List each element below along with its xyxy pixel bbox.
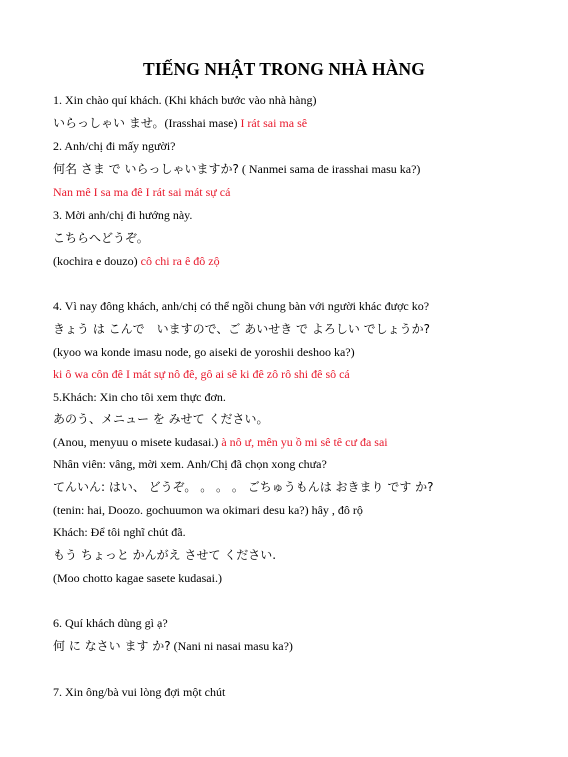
text-line: (Anou, menyuu o misete kudasai.) à nô ư, mên yu ồ mi sê tê cư đa sai xyxy=(53,435,388,449)
text-line: 何名 さま で いらっしゃいますか? ( Nanmei sama de irasshai masu ka?) xyxy=(53,162,421,176)
text-line: (kochira e douzo) cô chi ra ê đô zộ xyxy=(53,254,220,268)
text-line: きょう は こんで いますので、ご あいせき で よろしい でしょうか? xyxy=(53,322,431,336)
text-line: こちらへどうぞ。 xyxy=(53,231,149,245)
text-line: 4. Vì nay đông khách, anh/chị có thể ngồi chung bàn với người khác được ko? xyxy=(53,299,430,313)
text-line: (kyoo wa konde imasu node, go aiseki de yoroshii deshoo ka?) xyxy=(53,345,355,359)
text-line: ki ô wa côn đê I mát sự nô đê, gô ai sê ki đê zô rô shi đê sô cá xyxy=(53,367,350,381)
text-line: 1. Xin chào quí khách. (Khi khách bước vào nhà hàng) xyxy=(53,93,317,107)
text-line: Nan mê I sa ma đê I rát sai mát sự cá xyxy=(53,185,231,199)
text-line: あのう、メニュー を みせて ください。 xyxy=(53,412,269,426)
text-line: (Moo chotto kagae sasete kudasai.) xyxy=(53,571,222,585)
text-line: 何 に なさい ます か? (Nani ni nasai masu ka?) xyxy=(53,639,293,653)
text-line: 3. Mời anh/chị đi hướng này. xyxy=(53,208,193,222)
text-line: (tenin: hai, Doozo. gochuumon wa okimari desu ka?) hây , đô rộ xyxy=(53,503,363,517)
text-line: 2. Anh/chị đi mấy người? xyxy=(53,139,176,153)
text-line: 5.Khách: Xin cho tôi xem thực đơn. xyxy=(53,390,226,404)
text-line: 6. Quí khách dùng gì ạ? xyxy=(53,616,168,630)
text-line: Khách: Để tôi nghĩ chút đã. xyxy=(53,525,186,539)
text-line: もう ちょっと かんがえ させて ください. xyxy=(53,548,277,562)
text-line: てんいん: はい、 どうぞ。 。 。 。 ごちゅうもんは おきまり です か? xyxy=(53,480,434,494)
text-line: 7. Xin ông/bà vui lòng đợi một chút xyxy=(53,685,226,699)
text-line: いらっしゃい ませ。(Irasshai mase) I rát sai ma sê xyxy=(53,116,308,130)
document-title: TIẾNG NHẬT TRONG NHÀ HÀNG xyxy=(143,59,425,79)
text-line: Nhân viên: vâng, mời xem. Anh/Chị đã chọn xong chưa? xyxy=(53,457,327,471)
